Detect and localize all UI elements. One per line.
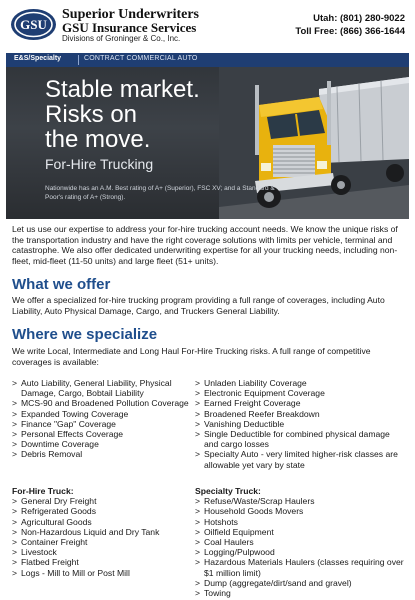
for-hire-item [12,496,197,506]
list-marker: > [12,418,18,429]
brand-subtitle: GSU Insurance Services [62,20,197,35]
hero-title [45,77,245,152]
list-marker: > [12,557,18,568]
logo-text: GSU [20,17,47,32]
list-marker: > [195,588,201,599]
list-item-text: Downtime Coverage [21,439,99,450]
list-marker: > [195,398,201,409]
intro-paragraph: Let us use our expertise to address your for-hire trucking account needs. We know the unique risks of the transportation industry and have the right coverage solutions with limits per vehicle, terminal and catastrophe. We also offer dedicated underwriting expertise for all your trucking needs, including non-fleet, mid-fleet (11-50 units) and large fleet (51+ units). [12,224,398,266]
list-marker: > [195,388,201,399]
brand-name: Superior Underwriters [62,7,199,22]
list-item-text: Oilfield Equipment [204,526,274,537]
specialty-heading: Specialty Truck: [195,486,261,496]
list-item-text: Livestock [21,547,57,558]
coverage-item [12,419,197,429]
for-hire-heading: For-Hire Truck: [12,486,74,496]
coverage-item [195,388,405,398]
for-hire-item [12,527,197,537]
hero-banner [6,53,409,219]
list-item-text: Container Freight [21,537,88,548]
toll-free-phone: Toll Free: (866) 366-1644 [295,26,405,37]
list-item-text: Specialty Auto - very limited higher-risk classes are allowable yet vary by state [204,449,398,470]
specialty-item [195,547,405,557]
coverage-item [12,449,197,459]
for-hire-item [12,557,197,567]
specialty-item [195,517,405,527]
for-hire-item [12,517,197,527]
list-item-text: General Dry Freight [21,496,97,507]
for-hire-item [12,568,197,578]
list-item-text: Towing [204,588,231,599]
specialty-item [195,557,405,577]
hero-subtitle: For-Hire Trucking [45,156,154,172]
for-hire-truck-section [12,486,197,578]
list-item-text: Unladen Liability Coverage [204,378,307,388]
list-item-text: MCS-90 and Broadened Pollution Coverage [21,398,189,409]
specialty-item [195,506,405,516]
coverage-item [12,439,197,449]
list-marker: > [12,439,18,450]
coverage-item [12,409,197,419]
list-item-text: Expanded Towing Coverage [21,408,129,419]
specialty-truck-section [195,486,405,598]
list-item-text: Logging/Pulpwood [204,547,275,558]
list-marker: > [195,526,201,537]
list-item-text: Dump (aggregate/dirt/sand and gravel) [204,577,352,588]
list-marker: > [12,506,18,517]
list-marker: > [195,557,201,568]
list-marker: > [195,506,201,517]
coverage-item [195,409,405,419]
list-marker: > [195,418,201,429]
list-item-text: Finance "Gap" Coverage [21,418,116,429]
list-item-text: Earned Freight Coverage [204,398,301,409]
list-marker: > [12,567,18,578]
coverage-item [12,398,197,408]
list-marker: > [12,449,18,460]
page-header [0,0,415,48]
specialty-item [195,537,405,547]
list-item-text: Personal Effects Coverage [21,429,124,440]
list-marker: > [12,526,18,537]
coverage-item [195,419,405,429]
list-item-text: Coal Haulers [204,537,254,548]
list-item-text: Non-Hazardous Liquid and Dry Tank [21,526,160,537]
hero-tag-specialty: E&S/Specialty [14,55,62,62]
list-marker: > [195,547,201,558]
coverage-item [195,429,405,449]
list-item-text: Flatbed Freight [21,557,79,568]
list-marker: > [195,516,201,527]
list-marker: > [195,429,201,440]
hero-title-line-1: Stable market. [45,76,200,103]
offer-heading: What we offer [12,276,111,293]
coverages-left-list [12,378,197,460]
list-marker: > [195,496,201,507]
list-marker: > [195,378,201,388]
specialty-item [195,527,405,537]
brand-block [62,8,199,43]
list-marker: > [12,547,18,558]
list-item-text: Auto Liability, General Liability, Physical Damage, Cargo, Bobtail Liability [21,378,172,399]
for-hire-item [12,506,197,516]
hero-title-line-2: Risks on [45,101,138,128]
list-item-text: Hotshots [204,516,238,527]
coverage-item [195,449,405,469]
list-marker: > [12,378,18,388]
list-item-text: Agricultural Goods [21,516,92,527]
for-hire-item [12,537,197,547]
list-marker: > [12,496,18,507]
list-item-text: Broadened Reefer Breakdown [204,408,320,419]
list-marker: > [195,577,201,588]
contact-block [295,12,405,38]
list-marker: > [195,408,201,419]
utah-phone: Utah: (801) 280-9022 [313,13,405,24]
specialize-heading: Where we specialize [12,326,158,343]
list-item-text: Logs - Mill to Mill or Post Mill [21,567,130,578]
coverage-item [12,429,197,439]
specialize-paragraph: We write Local, Intermediate and Long Haul For-Hire Trucking risks. A full range of competitive coverages is available: [12,346,371,367]
brand-division: Divisions of Groninger & Co., Inc. [62,34,181,43]
list-item-text: Debris Removal [21,449,83,460]
list-marker: > [12,398,18,409]
list-marker: > [12,537,18,548]
list-item-text: Vanishing Deductible [204,418,285,429]
hero-tag-commercial-auto: CONTRACT COMMERCIAL AUTO [84,55,198,62]
specialty-item [195,496,405,506]
list-item-text: Electronic Equipment Coverage [204,388,325,399]
list-marker: > [195,537,201,548]
for-hire-item [12,547,197,557]
hero-rating-note: Nationwide has an A.M. Best rating of A+ (Superior), FSC XV; and a Standard & Poor's rating of A+ (Strong). [45,185,275,201]
list-item-text: Household Goods Movers [204,506,304,517]
list-marker: > [12,408,18,419]
hero-tag-separator [78,55,79,65]
list-marker: > [12,429,18,440]
specialty-item [195,588,405,598]
specialty-item [195,578,405,588]
hero-title-line-3: the move. [45,126,151,153]
list-item-text: Single Deductible for combined physical damage and cargo losses [204,429,390,450]
list-item-text: Refrigerated Goods [21,506,96,517]
offer-paragraph: We offer a specialized for-hire trucking program providing a full range of coverages, including Auto Liability, Auto Physical Damage, Cargo, and Truckers General Liability. [12,295,385,316]
list-marker: > [195,449,201,460]
coverages-right-list [195,378,405,470]
coverage-item [195,398,405,408]
gsu-logo [10,8,57,41]
list-marker: > [12,516,18,527]
list-item-text: Hazardous Materials Haulers (classes requiring over $1 million limit) [204,557,404,578]
coverage-item [195,378,405,388]
hero-tag-bar [6,53,409,67]
list-item-text: Refuse/Waste/Scrap Haulers [204,496,315,507]
coverage-item [12,378,197,398]
